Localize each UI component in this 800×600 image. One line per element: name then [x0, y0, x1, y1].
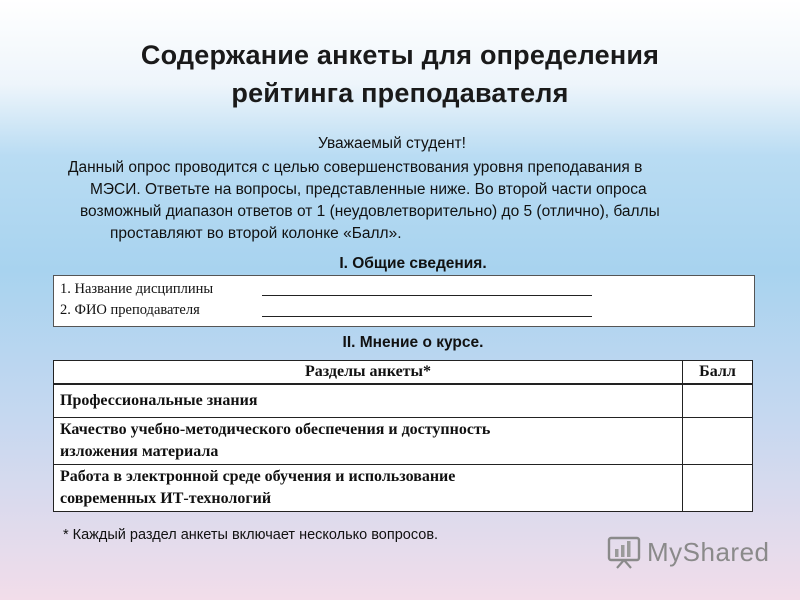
field-line-teacher[interactable]	[262, 316, 592, 317]
score-cell[interactable]	[683, 418, 753, 465]
table-row	[54, 384, 753, 418]
title-line-1: Содержание анкеты для определения	[140, 40, 660, 70]
section-name-line-1: Профессиональные знания	[60, 392, 258, 409]
myshared-watermark	[607, 534, 770, 570]
greeting: Уважаемый студент!	[318, 135, 466, 152]
section-1-heading: I. Общие сведения.	[339, 255, 487, 272]
title-line-2: рейтинга преподавателя	[231, 78, 569, 108]
presentation-board-icon	[607, 535, 641, 569]
general-info-box	[53, 275, 755, 327]
section-name-cell	[54, 418, 683, 465]
intro-line-3: возможный диапазон ответов от 1 (неудовлетворительно) до 5 (отлично), баллы	[80, 203, 660, 220]
intro-paragraph	[68, 157, 768, 245]
page-title	[0, 36, 800, 112]
table-row	[54, 418, 753, 465]
column-header-score: Балл	[683, 361, 753, 385]
section-name-line-1: Работа в электронной среде обучения и использование	[60, 468, 456, 485]
section-name-line-2: изложения материала	[60, 443, 219, 460]
watermark-text: MyShared	[647, 536, 770, 567]
intro-line-1: Данный опрос проводится с целью совершенствования уровня преподавания в	[68, 159, 643, 176]
section-name-cell	[54, 465, 683, 512]
section-name-line-2: современных ИТ-технологий	[60, 490, 272, 507]
score-cell[interactable]	[683, 384, 753, 418]
table-row	[54, 465, 753, 512]
score-cell[interactable]	[683, 465, 753, 512]
field-label-discipline: 1. Название дисциплины	[60, 281, 214, 297]
footnote: * Каждый раздел анкеты включает несколько вопросов.	[63, 527, 439, 543]
field-label-teacher: 2. ФИО преподавателя	[60, 302, 200, 318]
intro-line-4: проставляют во второй колонке «Балл».	[110, 225, 402, 242]
intro-line-2: МЭСИ. Ответьте на вопросы, представленные ниже. Во второй части опроса	[90, 181, 647, 198]
section-name-cell	[54, 384, 683, 418]
section-2-heading: II. Мнение о курсе.	[342, 334, 484, 351]
sections-table	[53, 360, 753, 512]
column-header-sections: Разделы анкеты*	[54, 361, 683, 385]
section-name-line-1: Качество учебно-методического обеспечения и доступность	[60, 421, 491, 438]
table-header-row	[54, 361, 753, 385]
field-line-discipline[interactable]	[262, 295, 592, 296]
